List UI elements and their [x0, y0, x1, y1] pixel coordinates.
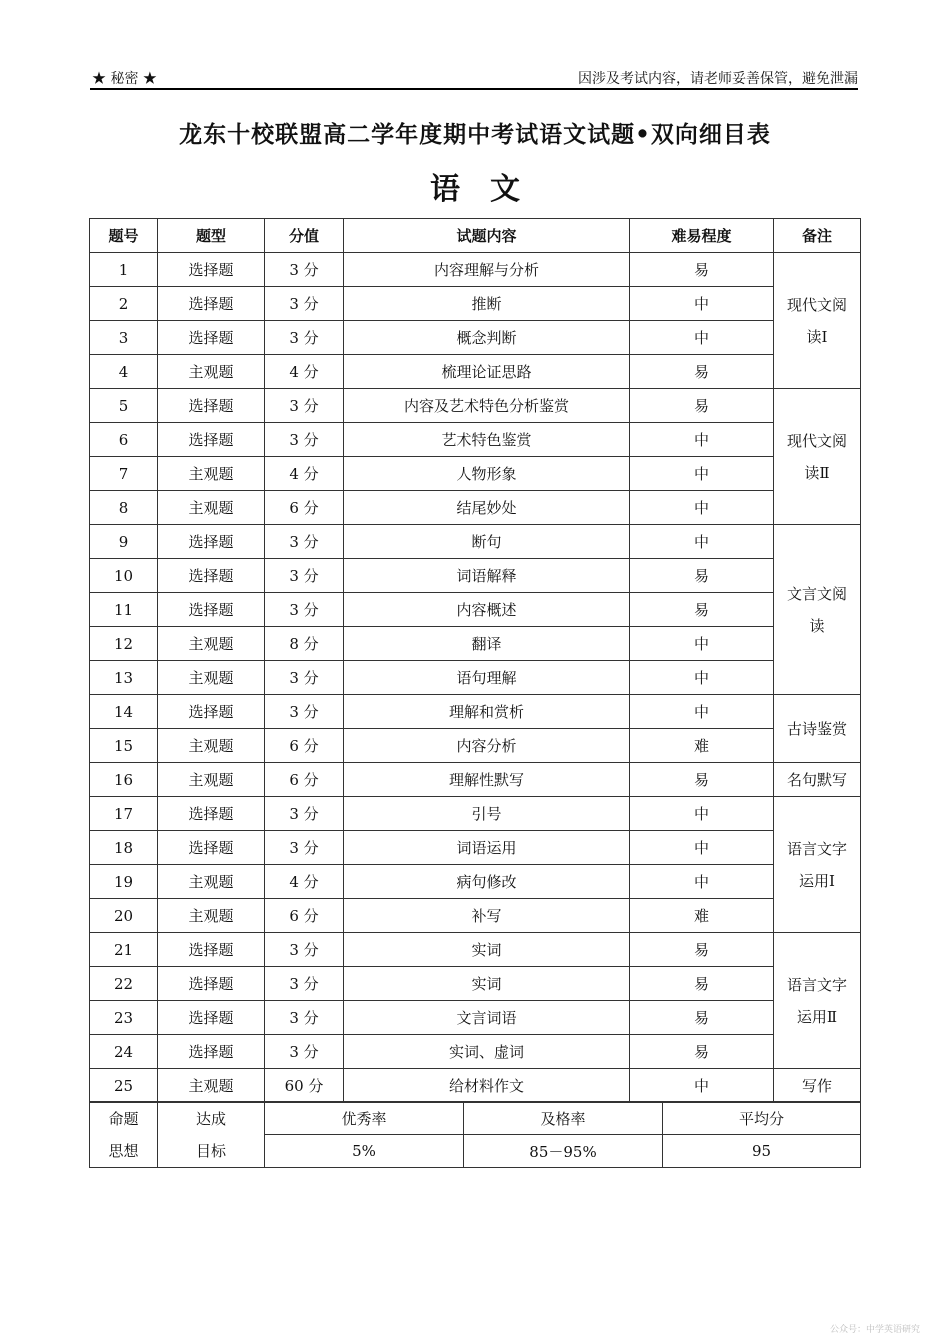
- question-type: 选择题: [158, 1035, 265, 1069]
- question-number: 22: [90, 967, 158, 1001]
- question-number: 3: [90, 321, 158, 355]
- table-row: [90, 1069, 861, 1103]
- question-number: 14: [90, 695, 158, 729]
- table-row: [90, 321, 861, 355]
- question-number: 25: [90, 1069, 158, 1103]
- header-difficulty: 难易程度: [630, 219, 774, 253]
- summary-header-pass: 及格率: [464, 1102, 663, 1135]
- question-content: 人物形象: [344, 457, 630, 491]
- question-type: 选择题: [158, 559, 265, 593]
- table-row: [90, 661, 861, 695]
- table-header-row: [90, 219, 861, 253]
- question-score: 3 分: [265, 253, 344, 287]
- question-difficulty: 易: [630, 933, 774, 967]
- question-content: 艺术特色鉴赏: [344, 423, 630, 457]
- summary-label-1-bottom: 思想: [90, 1135, 158, 1168]
- summary-label-2-bottom: 目标: [158, 1135, 265, 1168]
- question-score: 60 分: [265, 1069, 344, 1103]
- question-number: 6: [90, 423, 158, 457]
- question-score: 8 分: [265, 627, 344, 661]
- summary-label-2-top: 达成: [158, 1102, 265, 1135]
- section-note: 名句默写: [774, 763, 861, 797]
- question-score: 3 分: [265, 1001, 344, 1035]
- question-number: 4: [90, 355, 158, 389]
- question-score: 4 分: [265, 457, 344, 491]
- question-content: 梳理论证思路: [344, 355, 630, 389]
- question-content: 断句: [344, 525, 630, 559]
- question-content: 词语运用: [344, 831, 630, 865]
- question-type: 主观题: [158, 729, 265, 763]
- section-note: 写作: [774, 1069, 861, 1103]
- question-score: 3 分: [265, 1035, 344, 1069]
- question-number: 2: [90, 287, 158, 321]
- question-score: 3 分: [265, 321, 344, 355]
- question-difficulty: 中: [630, 865, 774, 899]
- header-number: 题号: [90, 219, 158, 253]
- question-content: 概念判断: [344, 321, 630, 355]
- question-difficulty: 易: [630, 559, 774, 593]
- question-content: 引号: [344, 797, 630, 831]
- table-row: [90, 525, 861, 559]
- summary-value-pass: 85－95%: [464, 1135, 663, 1168]
- table-row: [90, 797, 861, 831]
- question-type: 主观题: [158, 661, 265, 695]
- question-difficulty: 易: [630, 593, 774, 627]
- table-row: [90, 253, 861, 287]
- question-type: 主观题: [158, 899, 265, 933]
- question-number: 20: [90, 899, 158, 933]
- question-difficulty: 中: [630, 797, 774, 831]
- question-score: 6 分: [265, 899, 344, 933]
- table-row: [90, 865, 861, 899]
- detail-table: [89, 218, 861, 1103]
- table-row: [90, 627, 861, 661]
- question-content: 结尾妙处: [344, 491, 630, 525]
- question-difficulty: 难: [630, 899, 774, 933]
- summary-label-1-top: 命题: [90, 1102, 158, 1135]
- question-type: 选择题: [158, 287, 265, 321]
- table-row: [90, 831, 861, 865]
- section-note: 现代文阅读Ⅱ: [774, 389, 861, 525]
- question-content: 语句理解: [344, 661, 630, 695]
- table-row: [90, 423, 861, 457]
- question-content: 补写: [344, 899, 630, 933]
- header-score: 分值: [265, 219, 344, 253]
- question-difficulty: 中: [630, 1069, 774, 1103]
- question-type: 选择题: [158, 933, 265, 967]
- question-content: 内容分析: [344, 729, 630, 763]
- table-row: [90, 491, 861, 525]
- section-note: 语言文字运用Ⅰ: [774, 797, 861, 933]
- question-number: 5: [90, 389, 158, 423]
- question-type: 主观题: [158, 355, 265, 389]
- question-score: 3 分: [265, 593, 344, 627]
- subject-title: 语 文: [430, 172, 520, 207]
- section-note: 文言文阅读: [774, 525, 861, 695]
- question-score: 4 分: [265, 355, 344, 389]
- question-type: 选择题: [158, 831, 265, 865]
- question-type: 选择题: [158, 967, 265, 1001]
- summary-header-excellent: 优秀率: [265, 1102, 464, 1135]
- question-number: 24: [90, 1035, 158, 1069]
- question-type: 选择题: [158, 525, 265, 559]
- question-content: 内容及艺术特色分析鉴赏: [344, 389, 630, 423]
- question-number: 9: [90, 525, 158, 559]
- question-difficulty: 易: [630, 355, 774, 389]
- question-type: 选择题: [158, 423, 265, 457]
- question-difficulty: 中: [630, 423, 774, 457]
- question-number: 19: [90, 865, 158, 899]
- page-header: [90, 66, 858, 90]
- table-row: [90, 695, 861, 729]
- question-difficulty: 中: [630, 491, 774, 525]
- confidential-mark: ★ 秘密 ★: [92, 71, 157, 87]
- question-type: 主观题: [158, 627, 265, 661]
- question-number: 10: [90, 559, 158, 593]
- question-type: 选择题: [158, 321, 265, 355]
- question-score: 3 分: [265, 525, 344, 559]
- summary-header-average: 平均分: [663, 1102, 861, 1135]
- question-type: 主观题: [158, 457, 265, 491]
- summary-value-average: 95: [663, 1135, 861, 1168]
- table-row: [90, 287, 861, 321]
- table-row: [90, 389, 861, 423]
- question-number: 17: [90, 797, 158, 831]
- question-type: 选择题: [158, 797, 265, 831]
- question-score: 4 分: [265, 865, 344, 899]
- question-score: 3 分: [265, 389, 344, 423]
- question-content: 翻译: [344, 627, 630, 661]
- question-score: 3 分: [265, 933, 344, 967]
- summary-table: [89, 1101, 861, 1168]
- question-difficulty: 中: [630, 695, 774, 729]
- question-score: 3 分: [265, 967, 344, 1001]
- question-difficulty: 中: [630, 831, 774, 865]
- question-type: 选择题: [158, 1001, 265, 1035]
- question-difficulty: 易: [630, 763, 774, 797]
- question-score: 3 分: [265, 661, 344, 695]
- question-score: 3 分: [265, 831, 344, 865]
- question-difficulty: 中: [630, 321, 774, 355]
- question-content: 词语解释: [344, 559, 630, 593]
- question-score: 3 分: [265, 695, 344, 729]
- question-score: 6 分: [265, 729, 344, 763]
- document-title: 龙东十校联盟高二学年度期中考试语文试题•双向细目表: [179, 121, 771, 148]
- confidential-notice: 因涉及考试内容，请老师妥善保管，避免泄漏: [578, 71, 858, 87]
- table-row: [90, 593, 861, 627]
- question-score: 6 分: [265, 491, 344, 525]
- question-content: 内容概述: [344, 593, 630, 627]
- question-content: 文言词语: [344, 1001, 630, 1035]
- question-content: 理解性默写: [344, 763, 630, 797]
- table-row: [90, 729, 861, 763]
- question-type: 选择题: [158, 389, 265, 423]
- question-difficulty: 易: [630, 389, 774, 423]
- table-row: [90, 933, 861, 967]
- question-type: 选择题: [158, 253, 265, 287]
- summary-value-row: [90, 1135, 861, 1168]
- question-difficulty: 中: [630, 661, 774, 695]
- question-difficulty: 中: [630, 457, 774, 491]
- question-number: 1: [90, 253, 158, 287]
- section-note: 语言文字运用Ⅱ: [774, 933, 861, 1069]
- question-type: 主观题: [158, 763, 265, 797]
- question-content: 推断: [344, 287, 630, 321]
- question-number: 7: [90, 457, 158, 491]
- section-note: 古诗鉴赏: [774, 695, 861, 763]
- question-number: 8: [90, 491, 158, 525]
- header-note: 备注: [774, 219, 861, 253]
- question-number: 23: [90, 1001, 158, 1035]
- section-note: 现代文阅读Ⅰ: [774, 253, 861, 389]
- question-difficulty: 中: [630, 287, 774, 321]
- question-type: 主观题: [158, 865, 265, 899]
- question-type: 选择题: [158, 593, 265, 627]
- table-row: [90, 967, 861, 1001]
- question-content: 内容理解与分析: [344, 253, 630, 287]
- question-content: 实词、虚词: [344, 1035, 630, 1069]
- question-score: 3 分: [265, 287, 344, 321]
- question-number: 11: [90, 593, 158, 627]
- table-row: [90, 457, 861, 491]
- question-difficulty: 易: [630, 1001, 774, 1035]
- table-row: [90, 355, 861, 389]
- question-number: 18: [90, 831, 158, 865]
- header-type: 题型: [158, 219, 265, 253]
- question-difficulty: 易: [630, 1035, 774, 1069]
- question-content: 实词: [344, 933, 630, 967]
- question-difficulty: 难: [630, 729, 774, 763]
- table-row: [90, 1001, 861, 1035]
- question-number: 21: [90, 933, 158, 967]
- question-score: 3 分: [265, 797, 344, 831]
- table-row: [90, 763, 861, 797]
- summary-header-row: [90, 1102, 861, 1135]
- question-type: 选择题: [158, 695, 265, 729]
- question-score: 3 分: [265, 423, 344, 457]
- table-row: [90, 559, 861, 593]
- question-content: 实词: [344, 967, 630, 1001]
- question-number: 15: [90, 729, 158, 763]
- question-type: 主观题: [158, 1069, 265, 1103]
- question-number: 12: [90, 627, 158, 661]
- table-row: [90, 1035, 861, 1069]
- question-number: 13: [90, 661, 158, 695]
- table-row: [90, 899, 861, 933]
- question-difficulty: 中: [630, 525, 774, 559]
- question-content: 给材料作文: [344, 1069, 630, 1103]
- question-number: 16: [90, 763, 158, 797]
- question-content: 病句修改: [344, 865, 630, 899]
- question-type: 主观题: [158, 491, 265, 525]
- watermark-footer: 公众号：中学英语研究: [829, 1325, 920, 1335]
- question-score: 3 分: [265, 559, 344, 593]
- question-content: 理解和赏析: [344, 695, 630, 729]
- question-difficulty: 易: [630, 967, 774, 1001]
- header-content: 试题内容: [344, 219, 630, 253]
- question-difficulty: 中: [630, 627, 774, 661]
- question-difficulty: 易: [630, 253, 774, 287]
- summary-value-excellent: 5%: [265, 1135, 464, 1168]
- question-score: 6 分: [265, 763, 344, 797]
